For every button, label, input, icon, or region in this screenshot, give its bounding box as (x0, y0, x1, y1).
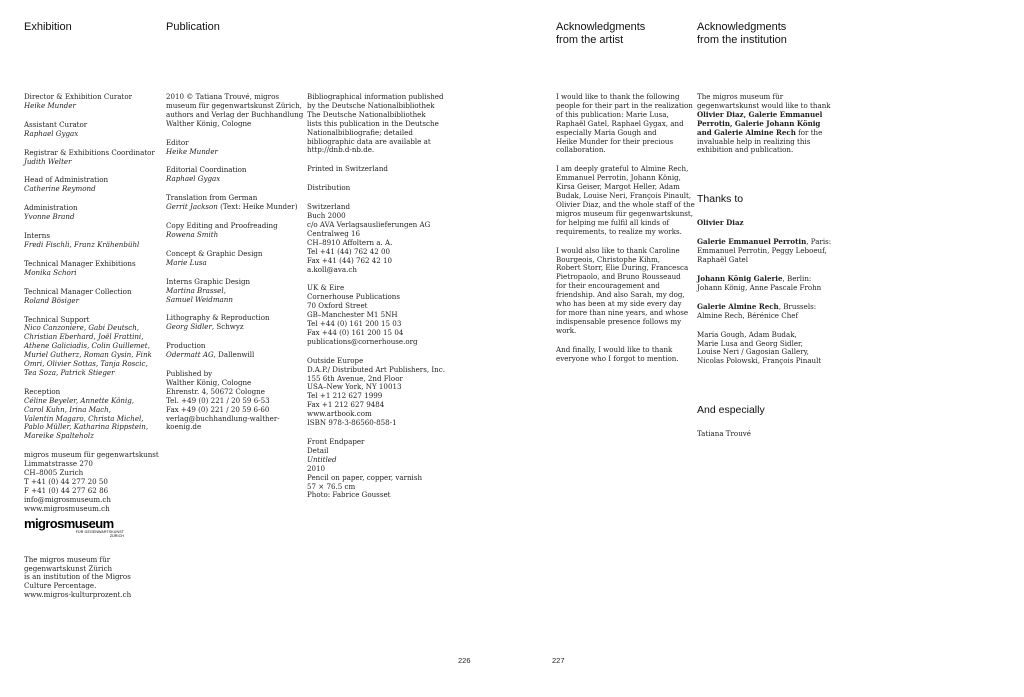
text-line: Valentin Magaro, Christa Michel, (24, 413, 144, 423)
text-line: Budak, Louise Neri, François Pinault, (556, 191, 692, 201)
role-names-line (166, 203, 303, 212)
role-extra: , Dallenwill (213, 350, 255, 360)
text-line: friendship. And also Sarah, my dog, (556, 290, 685, 300)
plain-text: , Berlin: (782, 273, 812, 283)
plain-text: , Brussels: (778, 301, 817, 311)
plain-text: for the (795, 127, 823, 137)
text-line: 155 6th Avenue, 2nd Floor (307, 373, 403, 383)
text-line: Pencil on paper, copper, varnish (307, 472, 423, 482)
text-line: Tel +44 (0) 161 200 15 03 (307, 319, 402, 329)
role-title: Technical Manager Collection (24, 286, 132, 296)
text-line: collaboration. (556, 145, 606, 155)
text-line: UK & Eire (307, 283, 345, 293)
text-line: info@migrosmuseum.ch (24, 494, 111, 504)
text-line: is an institution of the Migros (24, 572, 131, 582)
role-names: Catherine Reymond (24, 184, 96, 194)
artist-acknowledgments-column (556, 93, 695, 373)
text-line: Omri, Olivier Sottas, Tanja Roscic, (24, 359, 148, 369)
role-title: Lithography & Reproduction (166, 313, 270, 323)
text-line: www.artbook.com (307, 409, 372, 419)
printed-in (307, 165, 445, 174)
credit-interns (24, 232, 159, 250)
bold-text: Galerie Almine Rech (697, 301, 779, 311)
role-title: Assistant Curator (24, 119, 88, 129)
text-line: people for their part in the realization (556, 100, 693, 110)
text-line: Tel +41 (44) 762 42 00 (307, 246, 391, 256)
artwork-title: Untitled (307, 454, 337, 464)
text-line: D.A.P./ Distributed Art Publishers, Inc. (307, 364, 445, 374)
role-names: Heike Munder (24, 100, 76, 110)
text-line: Athene Galiciadis, Colin Guillemet, (24, 341, 150, 351)
distribution-column (307, 93, 445, 510)
museum-footer-note (24, 556, 159, 601)
role-names: Gerrit Jackson (166, 202, 218, 212)
text-line: Olivier Diaz, Galerie Emmanuel (697, 109, 823, 119)
text-line: Front Endpaper (307, 437, 365, 446)
credit-editorial-coordination (166, 166, 303, 184)
text-line: Johann König, Anne Pascale Frohn (697, 282, 822, 292)
paragraph (556, 93, 695, 155)
text-line: migros museum für gegenwartskunst (24, 450, 159, 460)
text-line: publications@cornerhouse.org (307, 336, 418, 346)
text-line: Cornerhouse Publications (307, 292, 400, 302)
role-title: Editorial Coordination (166, 165, 247, 175)
credit-administration (24, 204, 159, 222)
credit-director (24, 93, 159, 111)
endpaper-caption (307, 438, 445, 500)
text-line: 2010 (307, 463, 326, 473)
text-line: www.migrosmuseum.ch (24, 503, 110, 513)
thanks-perrotin (697, 238, 831, 265)
logo-wordmark: migrosmuseum (24, 515, 114, 531)
text-line: Kirsa Geiser, Margot Heller, Adam (556, 182, 680, 192)
role-names: Odermatt AG (166, 350, 214, 360)
text-line: The migros museum für (24, 554, 111, 564)
text-line: CH–8910 Affoltern a. A. (307, 237, 393, 247)
role-names: Heike Munder (166, 146, 218, 156)
role-names-line (166, 323, 303, 332)
role-title: Director & Exhibition Curator (24, 92, 133, 101)
role-names: Monika Schori (24, 267, 77, 277)
text-line: 2010 © Tatiana Trouvé, migros (166, 92, 279, 101)
text-line: Detail (307, 445, 329, 455)
logo-subline-city: ZÜRICH (109, 533, 124, 538)
distribution-switzerland (307, 203, 445, 274)
credit-interns-graphic-design (166, 278, 303, 305)
institution-intro (697, 93, 831, 155)
text-line: Tea Soza, Patrick Stieger (24, 367, 115, 377)
text-line: Emmanuel Perrotin, Peggy Leboeuf, (697, 246, 827, 256)
text-line: Culture Percentage. (24, 581, 97, 591)
paragraph (556, 247, 695, 336)
text-line: exhibition and publication. (697, 145, 794, 155)
text-line: Fax +49 (0) 221 / 20 59 6-60 (166, 404, 270, 414)
text-line: Bibliographical information published (307, 92, 444, 101)
credit-lithography (166, 314, 303, 332)
text-line: Tel. +49 (0) 221 / 20 59 6-53 (166, 395, 270, 405)
role-names: Rowena Smith (166, 229, 219, 239)
text-line: Mareike Spalteholz (24, 431, 94, 441)
bold-text: Johann König Galerie (697, 273, 783, 283)
page-number-left: 226 (458, 656, 471, 665)
role-title: Interns (24, 231, 51, 241)
institution-acknowledgments-column (697, 93, 831, 449)
migrosmuseum-logo (24, 515, 159, 538)
text-line: Pietropaolo, and Bruno Rousseaud (556, 272, 681, 282)
text-line: And finally, I would like to thank (556, 344, 673, 354)
text-line: Raphaël Gatel (697, 255, 749, 265)
text-line: Nationalbibliografie; detailed (307, 127, 413, 137)
text-line: Fax +41 (44) 762 42 10 (307, 255, 393, 265)
text-line: I would like to thank the following (556, 92, 680, 101)
text-line: Fax +1 212 627 9484 (307, 400, 385, 410)
text-line: Pablo Müller, Katharina Rippstein, (24, 422, 149, 432)
text-line: Maria Gough, Adam Budak, (697, 329, 797, 339)
text-line: gegenwartskunst would like to thank (697, 100, 831, 110)
role-title: Registrar & Exhibitions Coordinator (24, 147, 155, 157)
text-line: Buch 2000 (307, 211, 346, 221)
role-names: Fredi Fischli, Franz Krähenbühl (24, 239, 140, 249)
thanks-to-heading: Thanks to (697, 193, 744, 206)
especially-heading-block (697, 404, 831, 416)
text-line: Ehrenstr. 4, 50672 Cologne (166, 386, 265, 396)
text-line: Muriel Gutherz, Roman Gysin, Fink (24, 350, 152, 360)
text-line: Céline Beyeler, Annette König, (24, 395, 135, 405)
text-line: The Deutsche Nationalbibliothek (307, 109, 426, 119)
text-line: Outside Europe (307, 355, 364, 365)
role-extra: (Text: Heike Munder) (217, 202, 298, 212)
text-line: Louise Neri / Gagosian Gallery, (697, 347, 809, 357)
thanks-tatiana (697, 430, 831, 439)
heading-acknowledgments-institution: Acknowledgments from the institution (697, 21, 787, 46)
role-title: Concept & Graphic Design (166, 248, 263, 258)
text-line: ISBN 978-3-86560-858-1 (307, 418, 397, 428)
text-line: for their encouragement and (556, 281, 660, 291)
role-title: Translation from German (166, 193, 258, 203)
credit-tech-manager-collection (24, 288, 159, 306)
text-line: Martina Brassel, (166, 285, 226, 295)
credit-graphic-design (166, 250, 303, 268)
role-title: Interns Graphic Design (166, 276, 251, 286)
credit-technical-support (24, 316, 159, 378)
publisher-block (166, 370, 303, 432)
credit-assistant-curator (24, 121, 159, 139)
text-line: http://dnb.d-nb.de. (307, 145, 375, 155)
text-line: GB–Manchester M1 5NH (307, 310, 398, 320)
text-line: especially Maria Gough and (556, 127, 657, 137)
logo-subline: FÜR GEGENWARTSKUNST (75, 529, 124, 534)
text-line: by the Deutsche Nationalbibliothek (307, 100, 435, 110)
role-title: Reception (24, 386, 61, 396)
role-extra: , Schwyz (211, 322, 244, 332)
text-line: migros museum für gegenwartskunst, (556, 208, 694, 218)
text-line: Christian Eberhard, Joël Frattini, (24, 332, 144, 342)
plain-text: , Paris: (806, 237, 832, 247)
text-line: Olivier Diaz (697, 218, 744, 228)
text-line: Olivier Diaz, and the whole staff of the (556, 199, 695, 209)
museum-address (24, 451, 159, 513)
text-line: Almine Rech, Bérénice Chef (697, 310, 799, 320)
text-line: Raphaël Gatel, Raphael Gygax, and (556, 118, 684, 128)
credit-production (166, 342, 303, 360)
text-line: c/o AVA Verlagsauslieferungen AG (307, 219, 431, 229)
page-number-right: 227 (552, 656, 565, 665)
text-line: Bourgeois, Christophe Kihm, (556, 254, 660, 264)
text-line: Walther König, Cologne (166, 377, 252, 387)
distribution-outside-europe (307, 357, 445, 428)
text-line: for helping me fulfil all kinds of (556, 217, 670, 227)
text-line: verlag@buchhandlung-walther- (166, 413, 280, 423)
role-names: Judith Welter (24, 156, 72, 166)
text-line: everyone who I forgot to mention. (556, 353, 679, 363)
distribution-uk (307, 284, 445, 346)
text-line: a.koll@ava.ch (307, 264, 357, 274)
thanks-to-heading-block (697, 193, 831, 205)
role-names: Marie Lusa (166, 257, 207, 267)
bold-text: Galerie Emmanuel Perrotin (697, 237, 807, 247)
credit-editor (166, 139, 303, 157)
publication-credits-column (166, 93, 303, 442)
paragraph (556, 346, 695, 364)
text-line: Switzerland (307, 202, 350, 212)
paragraph (556, 165, 695, 236)
role-names: Raphael Gygax (24, 128, 79, 138)
credit-translation (166, 194, 303, 212)
role-title: Administration (24, 203, 78, 213)
text-line: Robert Storr, Elie During, Francesca (556, 263, 689, 273)
text-line: Fax +44 (0) 161 200 15 04 (307, 327, 404, 337)
role-names: Georg Sidler (166, 322, 212, 332)
credit-reception (24, 388, 159, 441)
text-line: Nicolas Polowski, François Pinault (697, 356, 822, 366)
text-line: www.migros-kulturprozent.ch (24, 590, 132, 600)
role-names: Roland Bösiger (24, 295, 79, 305)
text-line: The migros museum für (697, 92, 784, 101)
text-line: Published by (166, 369, 213, 379)
text-line: requirements, to realize my works. (556, 226, 682, 236)
role-title: Production (166, 341, 206, 351)
text-line: Printed in Switzerland (307, 164, 388, 174)
text-line: F +41 (0) 44 277 62 86 (24, 485, 109, 495)
text-line: Centralweg 16 (307, 228, 361, 238)
text-line: USA–New York, NY 10013 (307, 382, 402, 392)
role-names-line (166, 351, 303, 360)
text-line: Photo: Fabrice Gousset (307, 490, 391, 500)
text-line: who has been at my side every day (556, 299, 682, 309)
text-line: Marie Lusa and Georg Sidler, (697, 338, 803, 348)
text-line: Perrotin, Galerie Johann König (697, 118, 821, 128)
thanks-koenig (697, 275, 831, 293)
text-line: Nico Canzoniere, Gabi Deutsch, (24, 323, 140, 333)
text-line: Distribution (307, 183, 351, 193)
text-line: I would also like to thank Caroline (556, 245, 680, 255)
right-page (512, 0, 1024, 697)
text-line: work. (556, 325, 577, 335)
role-title: Head of Administration (24, 175, 109, 185)
text-line: authors and Verlag der Buchhandlung (166, 109, 304, 119)
copyright-block (166, 93, 303, 129)
exhibition-credits-column (24, 93, 159, 610)
text-line: Walther König, Cologne (166, 118, 252, 128)
text-line: 70 Oxford Street (307, 301, 368, 311)
text-line: Heike Munder for their precious (556, 136, 674, 146)
distribution-label (307, 184, 445, 193)
role-title: Technical Manager Exhibitions (24, 258, 136, 268)
text-line: museum für gegenwartskunst Zürich, (166, 100, 302, 110)
text-line: bibliographic data are available at (307, 136, 431, 146)
heading-publication: Publication (166, 21, 220, 33)
text-line: I am deeply grateful to Almine Rech, (556, 164, 689, 174)
text-line: Tel +1 212 627 1999 (307, 391, 383, 401)
credit-registrar (24, 149, 159, 167)
role-title: Editor (166, 137, 189, 147)
text-line: invaluable help in realizing this (697, 136, 811, 146)
bibliographic-info (307, 93, 445, 155)
text-line: 57 × 76.5 cm (307, 481, 356, 491)
text-line: Emmanuel Perrotin, Johann König, (556, 173, 681, 183)
thanks-olivier (697, 219, 831, 228)
text-line: Carol Kuhn, Irina Mach, (24, 404, 112, 414)
heading-acknowledgments-artist: Acknowledgments from the artist (556, 21, 646, 46)
and-especially-heading: And especially (697, 404, 765, 417)
text-line: lists this publication in the Deutsche (307, 118, 439, 128)
text-line: Samuel Weidmann (166, 294, 233, 304)
bold-text: and Galerie Almine Rech (697, 127, 796, 137)
role-names: Raphael Gygax (166, 174, 221, 184)
text-line: koenig.de (166, 422, 202, 432)
text-line: T +41 (0) 44 277 20 50 (24, 477, 108, 486)
credit-copy-editing (166, 222, 303, 240)
text-line: gegenwartskunst Zürich (24, 563, 113, 573)
role-title: Technical Support (24, 314, 90, 324)
text-line: CH–8005 Zurich (24, 468, 84, 478)
text-line: for more than nine years, and whose (556, 307, 689, 317)
text-line: of this publication: Marie Lusa, (556, 109, 669, 119)
text-line: Limmatstrasse 270 (24, 459, 93, 469)
text-line: Tatiana Trouvé (697, 429, 751, 439)
thanks-others (697, 331, 831, 367)
role-names: Yvonne Brand (24, 212, 75, 222)
role-title: Copy Editing and Proofreading (166, 221, 278, 231)
credit-head-administration (24, 176, 159, 194)
thanks-rech (697, 303, 831, 321)
text-line: indispensable presence follows my (556, 316, 682, 326)
credit-tech-manager-exhibitions (24, 260, 159, 278)
heading-exhibition: Exhibition (24, 21, 72, 33)
